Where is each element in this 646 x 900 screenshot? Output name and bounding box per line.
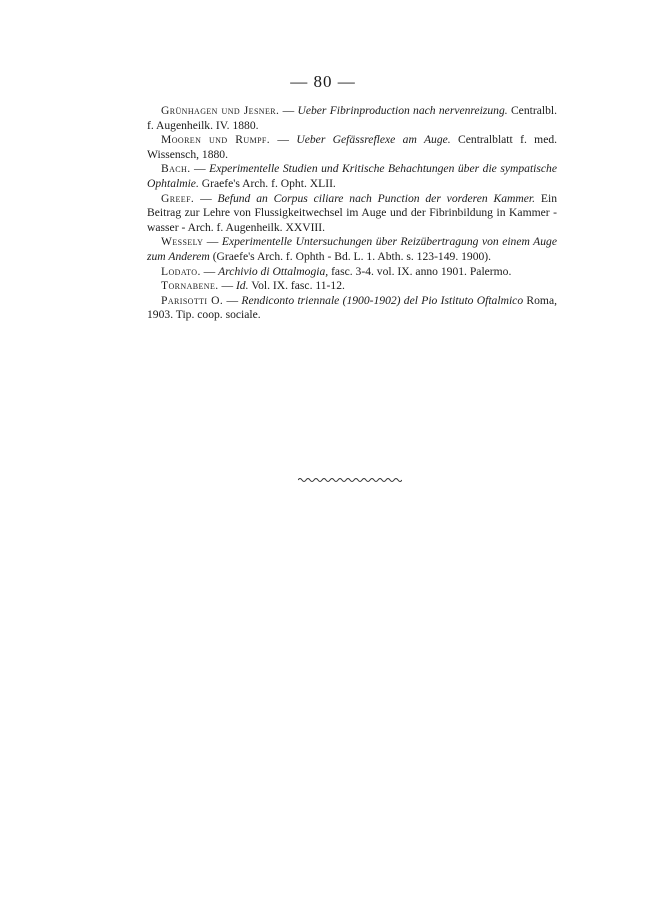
reference-author: Tornabene. [161,279,219,293]
reference-source: Centralbl. f. Augenheilk. IV. 1880. [147,104,557,132]
reference-source: Graefe's Arch. f. Opht. XLII. [198,176,336,190]
reference-entry: Mooren und Rumpf. — Ueber Gefässreflexe am Auge. Centralblatt f. med. Wissensch, 1880. [147,133,558,161]
reference-title: Ueber Fibrinproduction nach nervenreizung. [297,104,508,117]
reference-entry: Tornabene. — Id. Vol. IX. fasc. 11-12. [161,279,345,293]
reference-author: Parisotti O. [161,293,224,307]
reference-title: Archivio di Ottalmogia, [218,264,329,278]
reference-entry: Parisotti O. — Rendiconto triennale (1900-1902) del Pio Istituto Oftalmico Roma, 1903. Tip. coop. sociale. [147,293,557,322]
reference-source: Vol. IX. fasc. 11-12. [248,279,345,293]
reference-title: Rendiconto triennale (1900-1902) del Pio Istituto Oftalmico [241,293,524,307]
reference-author: Grünhagen und Jesner. [161,104,280,117]
reference-entry: Greef. — Befund an Corpus ciliare nach Punction der vorderen Kammer. Ein Beitrag zur Lehre von Flussigkeitwechsel im Auge und der Fibrinbildung in Kammer - wasser - Arch. f. Augenheilk. XXVIII. [147,191,558,234]
reference-title: Experimentelle Untersuchungen über Reizübertragung von einem Auge zum Anderem [147,235,557,263]
reference-entry: Grünhagen und Jesner. — Ueber Fibrinproduction nach nervenreizung. Centralbl. f. Augenheilk. IV. 1880. [147,104,557,132]
wavy-divider [298,476,402,484]
reference-source: fasc. 3-4. vol. IX. anno 1901. Palermo. [328,264,512,278]
reference-author: Greef. [161,191,195,205]
reference-title: Id. [235,279,249,293]
reference-title: Experimentelle Studien und Kritische Behachtungen über die sympatische Ophtalmie. [147,162,557,190]
reference-list [147,104,557,323]
reference-entry: Bach. — Experimentelle Studien und Kritische Behachtungen über die sympatische Ophtalmie. Graefe's Arch. f. Opht. XLII. [147,162,557,190]
reference-title: Ueber Gefässreflexe am Auge. [296,133,451,147]
reference-source: Centralblatt f. med. Wissensch, 1880. [147,133,558,161]
reference-source: Ein Beitrag zur Lehre von Flussigkeitwechsel im Auge und der Fibrinbildung in Kammer - wasser - Arch. f. Augenheilk. XXVIII. [147,191,558,234]
reference-author: Mooren und Rumpf. [161,133,271,147]
reference-source: Roma, 1903. Tip. coop. sociale. [147,293,557,322]
reference-entry: Lodato. — Archivio di Ottalmogia, fasc. 3-4. vol. IX. anno 1901. Palermo. [161,264,512,278]
page-number: — 80 — [290,72,356,91]
reference-author: Wessely [161,235,204,249]
reference-title: Befund an Corpus ciliare nach Punction der vorderen Kammer. [217,191,536,205]
reference-source: (Graefe's Arch. f. Ophth - Bd. L. 1. Abth. s. 123-149. 1900). [209,249,492,263]
reference-author: Bach. [161,162,191,176]
reference-author: Lodato. [161,264,201,278]
reference-entry: Wessely — Experimentelle Untersuchungen über Reizübertragung von einem Auge zum Anderem (Graefe's Arch. f. Ophth - Bd. L. 1. Abth. s. 123-149. 1900). [147,235,557,263]
